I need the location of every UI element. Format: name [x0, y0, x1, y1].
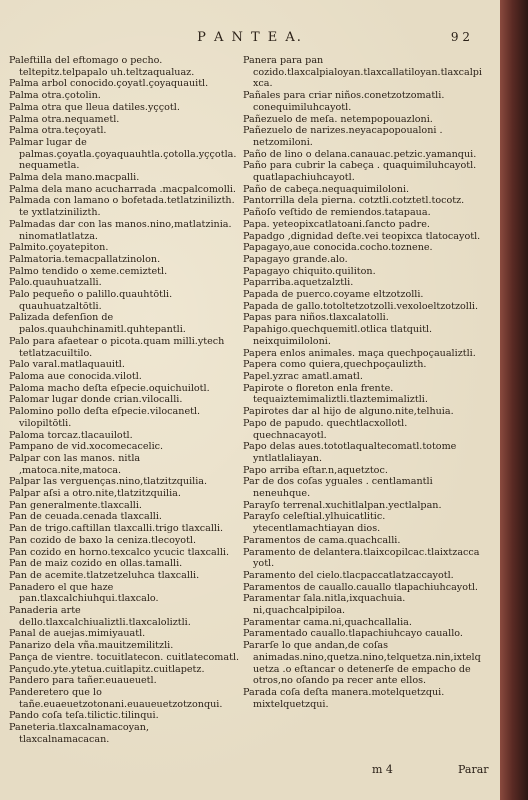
dictionary-entry: Paramentar ſala.nitla,ixquachuia. ni,quachcalpipiloa.	[243, 593, 406, 617]
signature-mark: m 4	[372, 763, 393, 776]
dictionary-entry: Panadero el que haze pan.tlaxcalchiuhqui.tlaxcalo.	[9, 581, 159, 605]
catchword: Parar	[458, 763, 489, 776]
dictionary-entry: Pañales para criar niños.conetzotzomatli. conequimiluhcayotl.	[243, 90, 445, 113]
dictionary-entry: Papahigo.quechquemitl.otlica tlatquitl. neixquimiloloni.	[243, 324, 433, 347]
left-column	[9, 55, 241, 745]
dictionary-entry: Paramentos de cauallo.cauallo tlapachiuhcayotl.	[243, 581, 478, 593]
dictionary-entry: Paño de cabeça.nequaquimiloloni.	[243, 183, 410, 195]
dictionary-entry: Panderetero que lo tañe.euaeuetzotonani.euaueuetzotzonqui.	[9, 686, 223, 710]
dictionary-entry: Pan cozido en horno.texcalco ycucic tlaxcalli.	[9, 546, 230, 558]
running-title: P A N T E A.	[197, 30, 303, 45]
dictionary-entry: Palmo tendido o xeme.cemiztetl.	[9, 265, 168, 277]
dictionary-entry: Pan de trigo.caftillan tlaxcalli.trigo tlaxcalli.	[9, 523, 224, 535]
dictionary-entry: Palpar con las manos. nitla ,matoca.nite,matoca.	[9, 452, 141, 476]
dictionary-entry: Palo pequeño o palillo.quauhtōtli. quauhuatzaltōtli.	[9, 289, 173, 312]
dictionary-entry: Paramento de delantera.tlaixcopilcac.tlaixtzacca yotl.	[243, 546, 480, 570]
dictionary-entry: Palo varal.matlaquauitl.	[9, 359, 125, 371]
dictionary-entry: Palmito.çoyatepiton.	[9, 242, 109, 254]
dictionary-entry: Pandero para tañer.euaueuetl.	[9, 675, 157, 687]
dictionary-entry: Parayſo celeſtial.ylhuicatlitic. ytecentlamachtiayan dios.	[243, 511, 386, 535]
dictionary-entry: Parada coſa deſta manera.motelquetzqui. mixtelquetzqui.	[243, 686, 445, 710]
dictionary-entry: Pan cozido de baxo la ceniza.tlecoyotl.	[9, 534, 197, 546]
dictionary-entry: Palma arbol conocido.çoyatl.çoyaquauitl.	[9, 78, 209, 90]
dictionary-entry: Palpar las verguenças.nino,tlatzitzquilia.	[9, 476, 208, 488]
dictionary-entry: Palma otra.teçoyatl.	[9, 125, 107, 137]
dictionary-entry: Papera como quiera,quechpoçaulizth.	[243, 359, 427, 371]
dictionary-entry: Parayſo terrenal.xuchitlalpan.yectlalpan.	[243, 499, 442, 511]
dictionary-entry: Panal de auejas.mimiyauatl.	[9, 628, 146, 640]
dictionary-entry: Par de dos coſas yguales . centlamantli neneuhque.	[243, 476, 433, 500]
dictionary-entry: Papagayo chiquito.quiliton.	[243, 265, 376, 277]
dictionary-entry: Palo para afaetear o picota.quam milli.ytech tetlatzacuiltilo.	[9, 335, 225, 359]
dictionary-entry: Papera enlos animales. maça quechpoçaualiztli.	[243, 347, 476, 359]
dictionary-entry: Palmadas dar con las manos.nino,matlatzinia. ninomatlatlatza.	[9, 218, 232, 242]
dictionary-entry: Papirote o floreton enla frente. tequaiztemimaliztli.tlaztemimaliztli.	[243, 382, 428, 406]
dictionary-entry: Papo delas aues.tototlaqualtecomatl.totome yntlatlaliayan.	[243, 441, 457, 464]
dictionary-entry: Papadgo ,dignidad deſte.vei teopixca tlatocayotl.	[243, 230, 481, 242]
dictionary-entry: Palomino pollo deſta eſpecie.vilocanetl. vilopiltōtli.	[9, 406, 201, 429]
dictionary-entry: Paramento del cielo.tlacpaccatlatzaccayotl.	[243, 569, 454, 581]
dictionary-entry: Palomar lugar donde crian.vilocalli.	[9, 394, 183, 406]
dictionary-entry: Papa. yeteopixcatlatoani.ſancto padre.	[243, 218, 430, 230]
dictionary-entry: Panaderia arte dello.tlaxcalchiualiztli.tlaxcaloliztli.	[9, 605, 191, 628]
dictionary-entry: Papirotes dar al hijo de alguno.nite,telhuia.	[243, 406, 454, 418]
dictionary-entry: Papo de papudo. quechtlacxollotl. quechnacayotl.	[243, 417, 408, 441]
dictionary-entry: Palma dela mano acucharrada .macpalcomolli.	[9, 183, 236, 195]
dictionary-entry: Pan generalmente.tlaxcalli.	[9, 499, 142, 511]
dictionary-entry: Pararſe lo que andan,de coſas animadas.nino,quetza.nino,telquetza.nin,ixtelquetza .o eſtancar o detenerſe de empacho de otros,no oſando pa recer ante ellos.	[243, 640, 481, 687]
dictionary-entry: Pañezuelo de meſa. netempopouazloni.	[243, 113, 433, 125]
dictionary-entry: Papagayo grande.alo.	[243, 253, 348, 265]
dictionary-entry: Pançudo.yte.ytetua.cuitlapitz.cuitlapetz.	[9, 663, 205, 675]
dictionary-entry: Pan de maiz cozido en ollas.tamalli.	[9, 558, 183, 570]
dictionary-entry: Papagayo,aue conocida.cocho.toznene.	[243, 242, 433, 254]
page-footer	[0, 763, 500, 779]
dictionary-entry: Paneteria.tlaxcalnamacoyan, tlaxcalnamacacan.	[9, 722, 150, 745]
dictionary-entry: Paloma macho deſta eſpecie.oquichuilotl.	[9, 382, 210, 394]
dictionary-entry: Panera para pan cozido.tlaxcalpialoyan.tlaxcallatiloyan.tlaxcalpixca.	[243, 55, 482, 90]
dictionary-entry: Papo arriba eſtar.n,aquetztoc.	[243, 464, 388, 476]
dictionary-entry: Paloma torcaz.tlacauilotl.	[9, 429, 133, 441]
dictionary-entry: Paloma aue conocida.vilotl.	[9, 370, 142, 382]
dictionary-entry: Paño de lino o delana.canauac.petzic.yamanqui.	[243, 148, 477, 160]
dictionary-entry: Papada de puerco.coyame eltzotzolli.	[243, 289, 424, 301]
dictionary-entry: Panarizo dela vña.mauitzemilitzli.	[9, 640, 174, 652]
dictionary-entry: Palpar aſsi a otro.nite,tlatzitzquilia.	[9, 488, 181, 500]
dictionary-entry: Palma otra que lleua datiles.yççotl.	[9, 101, 180, 113]
page-header	[0, 30, 500, 50]
dictionary-entry: Paramentado cauallo.tlapachiuhcayo cauallo.	[243, 628, 463, 640]
dictionary-entry: Pañezuelo de narizes.neyacapopoualoni . netzomiloni.	[243, 125, 443, 148]
dictionary-entry: Pañoſo veſtido de remiendos.tatapaua.	[243, 207, 431, 219]
book-edge	[500, 0, 528, 800]
page-number: 9 2	[450, 30, 470, 44]
dictionary-entry: Palizada defenſion de palos.quauhchinamitl.quhtepantli.	[9, 312, 186, 336]
dictionary-entry: Palo.quauhuatzalli.	[9, 277, 102, 289]
dictionary-entry: Papas para niños.tlaxcalatolli.	[243, 312, 389, 324]
dictionary-entry: Palma otra.çotolin.	[9, 90, 101, 102]
right-column	[243, 55, 483, 710]
dictionary-entry: Palmada con lamano o bofetada.tetlatzinilizth. te yxtlatzinilizth.	[9, 195, 235, 219]
dictionary-entry: Pampano de vid.xocomecacelic.	[9, 441, 164, 453]
dictionary-entry: Palma dela mano.macpalli.	[9, 172, 140, 184]
dictionary-entry: Pantorrilla dela pierna. cotztli.cotztetl.tocotz.	[243, 195, 465, 207]
dictionary-entry: Paramentar cama.ni,quachcallalia.	[243, 616, 412, 628]
dictionary-entry: Palmatoria.temacpallatzinolon.	[9, 253, 161, 265]
dictionary-entry: Pando coſa teſa.tilictic.tilinqui.	[9, 710, 159, 722]
dictionary-entry: Palmar lugar de palmas.çoyatla.çoyaquauhtla.çotolla.yççotla.nequametla.	[9, 136, 237, 172]
dictionary-entry: Paño para cubrir la cabeça . quaquimiluhcayotl. quatlapachiuhcayotl.	[243, 160, 477, 184]
dictionary-entry: Paramentos de cama.quachcalli.	[243, 534, 401, 546]
dictionary-entry: Palma otra.nequametl.	[9, 113, 120, 125]
dictionary-entry: Papada de gallo.totoltetzotzolli.vexoloeltzotzolli.	[243, 300, 479, 312]
dictionary-entry: Paleftilla del eftomago o pecho. teltepitz.telpapalo uh.teltzaqualuaz.	[9, 55, 195, 78]
dictionary-entry: Pan de acemite.tlatzetzeluhca tlaxcalli.	[9, 569, 200, 581]
dictionary-entry: Pança de vientre. tocuitlatecon. cuitlatecomatl.	[9, 651, 240, 663]
dictionary-entry: Pan de ceuada.cenada tlaxcalli.	[9, 511, 162, 523]
dictionary-entry: Paparriba.aquetzalztli.	[243, 277, 354, 289]
dictionary-entry: Papel.yzrac amatl.amatl.	[243, 370, 363, 382]
